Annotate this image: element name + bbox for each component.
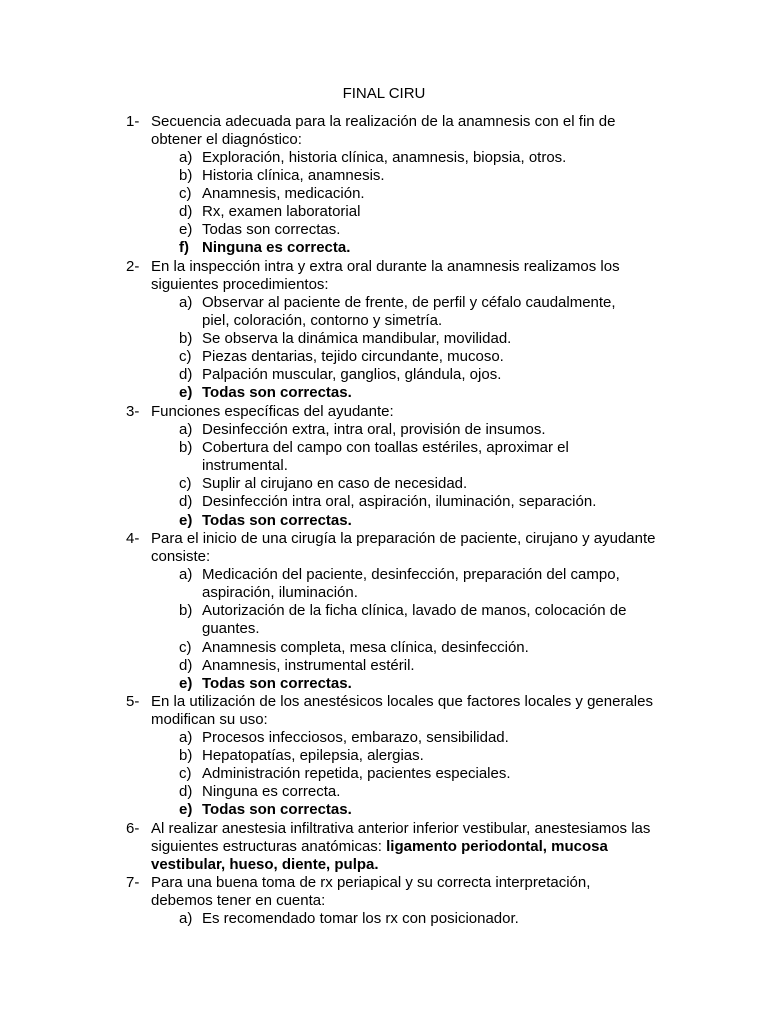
correct-option-text: Todas son correctas. bbox=[202, 384, 352, 401]
correct-option-letter: e) bbox=[179, 675, 193, 692]
option-letter: b) bbox=[179, 602, 193, 619]
option-letter: c) bbox=[179, 348, 192, 365]
question-number: 6- bbox=[126, 820, 140, 837]
option-letter: c) bbox=[179, 185, 192, 202]
option-text: Hepatopatías, epilepsia, alergias. bbox=[202, 747, 424, 764]
option-letter: b) bbox=[179, 330, 193, 347]
option-text: Observar al paciente de frente, de perfil y céfalo caudalmente, piel, coloración, contorno y simetría. bbox=[202, 294, 616, 329]
option-letter: a) bbox=[179, 294, 193, 311]
option-text: Ninguna es correcta. bbox=[202, 783, 341, 800]
option-text: Anamnesis, instrumental estéril. bbox=[202, 657, 415, 674]
document-title: FINAL CIRU bbox=[342, 85, 426, 102]
option-letter: e) bbox=[179, 221, 193, 238]
option-text: Es recomendado tomar los rx con posicionador. bbox=[202, 910, 519, 927]
question-number: 2- bbox=[126, 258, 140, 275]
option-letter: b) bbox=[179, 747, 193, 764]
correct-option-letter: e) bbox=[179, 384, 193, 401]
question-text: Al realizar anestesia infiltrativa anterior inferior vestibular, anestesiamos las siguientes estructuras anatómicas: bbox=[151, 820, 651, 855]
correct-option-letter: e) bbox=[179, 512, 193, 529]
option-letter: a) bbox=[179, 566, 193, 583]
question-text: En la utilización de los anestésicos locales que factores locales y generales modifican su uso: bbox=[151, 693, 653, 728]
option-letter: d) bbox=[179, 657, 193, 674]
option-text: Cobertura del campo con toallas estériles, aproximar el instrumental. bbox=[202, 439, 569, 474]
question-number: 4- bbox=[126, 530, 140, 547]
option-text: Se observa la dinámica mandibular, movilidad. bbox=[202, 330, 512, 347]
option-text: Historia clínica, anamnesis. bbox=[202, 167, 385, 184]
option-letter: c) bbox=[179, 475, 192, 492]
option-text: Todas son correctas. bbox=[202, 221, 341, 238]
option-text: Anamnesis completa, mesa clínica, desinfección. bbox=[202, 639, 529, 656]
question-text-block bbox=[151, 820, 651, 874]
option-text: Medicación del paciente, desinfección, preparación del campo, aspiración, iluminación. bbox=[202, 566, 620, 601]
correct-option-text: Todas son correctas. bbox=[202, 512, 352, 529]
question-text: Para una buena toma de rx periapical y su correcta interpretación, debemos tener en cuenta: bbox=[151, 874, 591, 909]
option-text: Anamnesis, medicación. bbox=[202, 185, 365, 202]
option-text: Palpación muscular, ganglios, glándula, ojos. bbox=[202, 366, 502, 383]
option-letter: a) bbox=[179, 149, 193, 166]
option-letter: d) bbox=[179, 366, 193, 383]
correct-option-text: Ninguna es correcta. bbox=[202, 239, 351, 256]
option-letter: d) bbox=[179, 493, 193, 510]
option-letter: a) bbox=[179, 729, 193, 746]
question-text: Para el inicio de una cirugía la preparación de paciente, cirujano y ayudante consiste: bbox=[151, 530, 656, 565]
option-text: Rx, examen laboratorial bbox=[202, 203, 361, 220]
option-text: Administración repetida, pacientes especiales. bbox=[202, 765, 511, 782]
correct-option-letter: e) bbox=[179, 801, 193, 818]
option-letter: b) bbox=[179, 439, 193, 456]
option-text: Piezas dentarias, tejido circundante, mucoso. bbox=[202, 348, 504, 365]
question-text: En la inspección intra y extra oral durante la anamnesis realizamos los siguientes procedimientos: bbox=[151, 258, 620, 293]
question-number: 1- bbox=[126, 113, 140, 130]
option-letter: c) bbox=[179, 765, 192, 782]
option-letter: d) bbox=[179, 203, 193, 220]
option-text: Suplir al cirujano en caso de necesidad. bbox=[202, 475, 468, 492]
correct-option-letter: f) bbox=[179, 239, 189, 256]
option-letter: b) bbox=[179, 167, 193, 184]
option-text: Desinfección intra oral, aspiración, iluminación, separación. bbox=[202, 493, 597, 510]
option-text: Exploración, historia clínica, anamnesis, biopsia, otros. bbox=[202, 149, 567, 166]
option-letter: a) bbox=[179, 910, 193, 927]
option-letter: d) bbox=[179, 783, 193, 800]
question-text: Funciones específicas del ayudante: bbox=[151, 403, 394, 420]
bold-answer: ligamento periodontal, mucosa vestibular, hueso, diente, pulpa. bbox=[151, 838, 608, 873]
question-number: 7- bbox=[126, 874, 140, 891]
correct-option-text: Todas son correctas. bbox=[202, 675, 352, 692]
option-letter: a) bbox=[179, 421, 193, 438]
question-number: 3- bbox=[126, 403, 140, 420]
question-text: Secuencia adecuada para la realización de la anamnesis con el fin de obtener el diagnóstico: bbox=[151, 113, 616, 148]
correct-option-text: Todas son correctas. bbox=[202, 801, 352, 818]
option-text: Procesos infecciosos, embarazo, sensibilidad. bbox=[202, 729, 509, 746]
option-text: Autorización de la ficha clínica, lavado de manos, colocación de guantes. bbox=[202, 602, 627, 637]
option-text: Desinfección extra, intra oral, provisión de insumos. bbox=[202, 421, 546, 438]
question-number: 5- bbox=[126, 693, 140, 710]
option-letter: c) bbox=[179, 639, 192, 656]
